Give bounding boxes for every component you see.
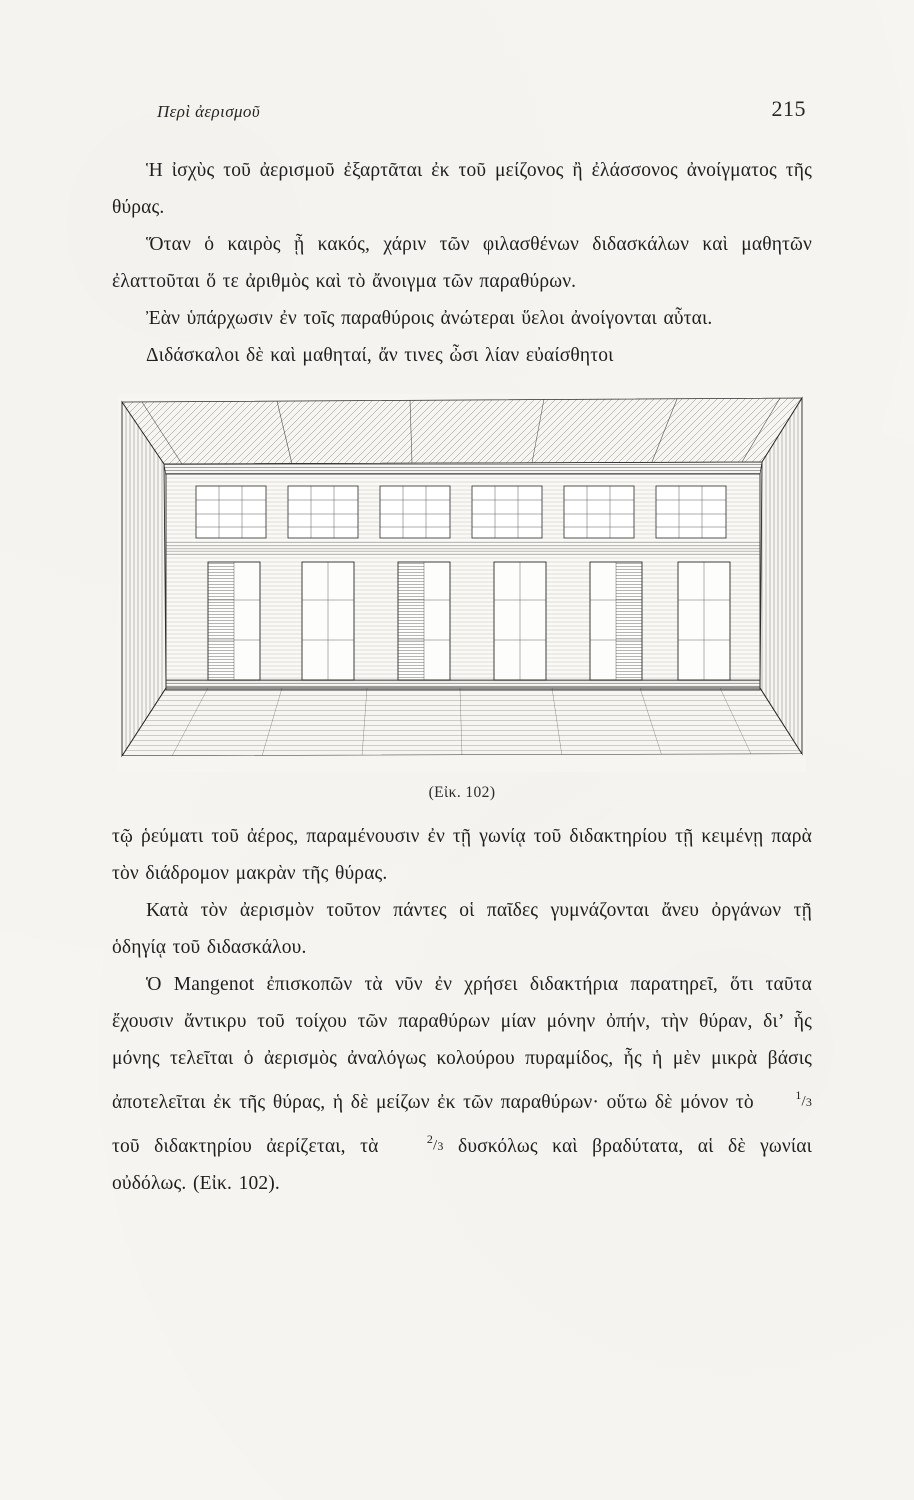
fraction-one-third: $^1/_3$ (795, 1088, 812, 1110)
figure-caption: (Εἰκ. 102) (428, 784, 496, 801)
fraction-two-thirds-numerator: 2 (426, 1132, 434, 1147)
body-text-upper (112, 152, 812, 374)
author-name-mangenot: Mangenot (173, 974, 255, 995)
paragraph-6: Κατὰ τὸν ἀερισμὸν τοῦτον πάντες οἱ παῖδες γυμνάζονται ἄνευ ὀργάνων τῇ ὁδηγίᾳ τοῦ διδασκάλου. (112, 900, 812, 958)
paragraph-4: Διδάσκαλοι δὲ καὶ μαθηταί, ἄν τινες ὦσι λίαν εὐαίσθητοι (146, 345, 614, 366)
paragraph-7-part-d: δυσκόλως καὶ βραδύτατα, αἱ δὲ γωνίαι οὐδόλως. (Εἰκ. 102). (112, 1136, 812, 1195)
classroom-interior-engraving (112, 388, 812, 778)
fraction-one-third-denominator: 3 (805, 1095, 812, 1110)
running-head: Περὶ ἀερισμοῦ (157, 102, 261, 121)
paragraph-7-part-b: ἐπισκοπῶν τὰ νῦν ἐν χρήσει διδακτήρια παρατηρεῖ, ὅτι ταῦτα ἔχουσιν ἄντικρυ τοῦ τοίχου τῶν παραθύρων μίαν μόνην ὀπήν, τὴν θύραν, δι’ ἧς μόνης τελεῖται ὁ ἀερισμὸς ἀναλόγως κολούρου πυραμίδος, ἧς ἡ μὲν μικρὰ βάσις ἀποτελεῖται ἐκ τῆς θύρας, ἡ δὲ μείζων ἐκ τῶν παραθύρων· οὕτω δὲ μόνον τὸ (112, 974, 812, 1113)
paragraph-7-part-a: Ὁ (146, 974, 174, 995)
paragraph-5: τῷ ῥεύματι τοῦ ἀέρος, παραμένουσιν ἐν τῇ γωνίᾳ τοῦ διδακτηρίου τῇ κειμένῃ παρὰ τὸν διάδρομον μακρὰν τῆς θύρας. (112, 826, 812, 884)
page-header (112, 96, 812, 130)
paragraph-7-part-c: τοῦ διδακτηρίου ἀερίζεται, τὰ (112, 1136, 393, 1158)
paragraph-1: Ἡ ἰσχὺς τοῦ ἀερισμοῦ ἐξαρτᾶται ἐκ τοῦ μείζονος ἢ ἐλάσσονος ἀνοίγματος τῆς θύρας. (112, 160, 812, 218)
fraction-one-third-numerator: 1 (795, 1088, 802, 1102)
page-content (112, 96, 812, 1202)
fraction-two-thirds: $^2/_3$ (426, 1132, 444, 1154)
page-number: 215 (771, 96, 806, 121)
figure-block (112, 388, 812, 802)
body-text-lower (112, 818, 812, 1202)
paragraph-2: Ὅταν ὁ καιρὸς ᾖ κακός, χάριν τῶν φιλασθένων διδασκάλων καὶ μαθητῶν ἐλαττοῦται ὅ τε ἀριθμὸς καὶ τὸ ἄνοιγμα τῶν παραθύρων. (112, 234, 812, 292)
paragraph-3: Ἐὰν ὑπάρχωσιν ἐν τοῖς παραθύροις ἀνώτεραι ὕελοι ἀνοίγονται αὗται. (146, 308, 713, 329)
fraction-two-thirds-denominator: 3 (437, 1139, 444, 1154)
paragraph-7 (112, 966, 812, 1202)
